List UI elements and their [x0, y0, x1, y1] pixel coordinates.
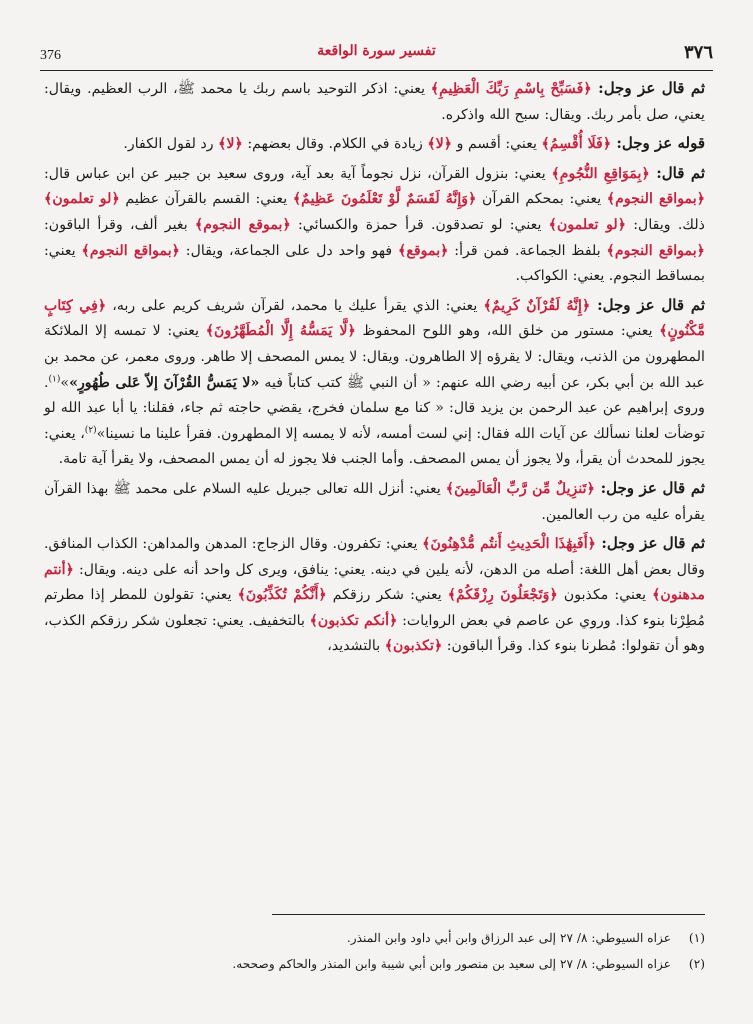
- text-run: بغير ألف، وقرأ الباقون:: [44, 216, 195, 233]
- quran-verse: ﴿بمواقع النجوم﴾: [81, 242, 180, 259]
- quran-verse: ﴿أنكم تكذبون﴾: [309, 612, 398, 629]
- hadith-quote: «لا يَمَسُّ القُرْآنَ إلاّ عَلى طُهُورٍ»: [69, 374, 260, 391]
- quran-verse: ﴿أَفَبِهَٰذَا الْحَدِيثِ أَنتُم مُّدْهِنُونَ﴾: [422, 536, 596, 553]
- paragraph-lead: قوله عز وجل:: [611, 134, 705, 153]
- text-run: يعني: لا تمسه إلا الملائكة المطهرون من الذنب، ويقال: لا يقرؤه إلا الطاهرون. ويقال: لا يمس المصحف إلا طاهر. وروى معمر، عن محمد بن عبد الله بن أبي بكر، عن أبيه رضي الله عنهم: « أن النبي ﷺ كتب كتاباً فيه: [44, 323, 705, 391]
- tafsir-body: [44, 76, 705, 660]
- quran-verse: ﴿فَسَبِّحْ بِاسْمِ رَبِّكَ الْعَظِيمِ﴾: [430, 81, 592, 97]
- text-run: زيادة في الكلام. وقال بعضهم:: [242, 136, 428, 153]
- running-header: [40, 40, 713, 68]
- quran-verse: ﴿لو تعلمون﴾: [548, 216, 627, 233]
- quran-verse: ﴿وَإِنَّهُ لَقَسَمٌ لَّوْ تَعْلَمُونَ عَظِيمٌ﴾: [292, 191, 477, 208]
- text-run: يعني: بنزول القرآن، نزل نجوماً آية بعد آية، وروى سعيد بن جبير عن ابن عباس قال:: [44, 165, 552, 182]
- paragraph: [44, 476, 705, 528]
- footnote-ref: (٢): [84, 424, 97, 435]
- paragraph-lead: ثم قال عز وجل:: [590, 295, 706, 314]
- text-run: يعني: أقسم و: [452, 136, 542, 153]
- quran-verse: ﴿لا﴾: [427, 136, 453, 153]
- text-run: فهو واحد دل على الجماعة، ويقال:: [179, 242, 399, 259]
- quran-verse: ﴿وَتَجْعَلُونَ رِزْقَكُمْ﴾: [447, 587, 558, 604]
- text-run: . وروى إبراهيم عن عبد الرحمن بن يزيد قال: « كنا مع سلمان فخرج، يقضي حاجته ثم جاء، فقلنا: يا أبا عبد الله لو توضأت لعلنا نسألك عن آيات الله فقال: إني لست أمسه، لأنه لا يمسه إلا المطهرون. فقرأ علينا ما نسينا»: [44, 374, 705, 442]
- footnote-rule: [272, 914, 705, 915]
- text-run: رد لقول الكفار.: [123, 136, 219, 153]
- running-title: تفسير سورة الواقعة: [317, 43, 436, 59]
- paragraph-lead: ثم قال:: [649, 163, 706, 182]
- footnote-number: (١): [688, 931, 705, 945]
- text-run: يعني: أنزل الله تعالى جبريل عليه السلام على محمد ﷺ بهذا القرآن يقرأه عليه من رب العالمين.: [44, 480, 705, 523]
- quran-verse: ﴿بموقع النجوم﴾: [194, 216, 291, 233]
- text-run: يعني: تكفرون. وقال الزجاج: المدهن والمداهن: الكذاب المنافق. وقال بعض أهل اللغة: أصله من الدهن، لأنه يلين في دينه. يعني: ينافق، ويرى كل واحد أنه على دينه. ويقال:: [44, 536, 705, 578]
- text-run: بالتشديد،: [327, 638, 385, 655]
- text-run: يعني: تقولون للمطر إذا مطرتم مُطِرْنا بنوء كذا. وروي عن عاصم في بعض الروايات:: [44, 587, 705, 629]
- text-run: بلفظ الجماعة. فمن قرأ:: [448, 242, 607, 259]
- footnotes: [44, 925, 705, 977]
- text-run: ، يعني: يجوز للمحدث أن يقرأ، ولا يجوز أن يمس المصحف. وأما الجنب فلا يجوز له أن يمس المصحف، ولا يقرأ آية تامة.: [44, 425, 705, 468]
- quran-verse: ﴿تكذبون﴾: [384, 638, 443, 655]
- text-run: يعني: شكر رزقكم: [326, 587, 448, 604]
- text-run: »: [60, 374, 70, 391]
- paragraph-lead: ثم قال عز وجل:: [595, 534, 705, 553]
- text-run: يعني: مكذبون: [557, 587, 653, 604]
- footnote-text: عزاه السيوطي: ٨/ ٢٧ إلى سعيد بن منصور وابن أبي شيبة وابن المنذر والحاكم وصححه.: [232, 957, 671, 971]
- text-run: ذلك. ويقال:: [626, 216, 705, 233]
- footnote-number: (٢): [688, 957, 705, 971]
- quran-verse: ﴿لَّا يَمَسُّهُ إِلَّا الْمُطَهَّرُونَ﴾: [205, 323, 356, 340]
- footnote-ref: (١): [48, 373, 61, 384]
- text-run: بالتخفيف. يعني: تجعلون شكر رزقكم الكذب، وهو أن تقولوا: مُطرنا بنوء كذا. وقرأ الباقون:: [44, 612, 705, 655]
- quran-verse: ﴿لا﴾: [218, 136, 243, 153]
- quran-verse: ﴿أَنَّكُمْ تُكَذِّبُونَ﴾: [237, 587, 327, 604]
- text-run: يعني: القسم بالقرآن عظيم: [119, 191, 293, 208]
- quran-verse: ﴿تَنزِيلٌ مِّن رَّبِّ الْعَالَمِينَ﴾: [445, 480, 595, 497]
- text-run: يعني: مستور من خلق الله، وهو اللوح المحفوظ: [355, 323, 660, 340]
- quran-verse: ﴿بمواقع النجوم﴾: [606, 191, 706, 208]
- quran-verse: ﴿بِمَوَاقِعِ النُّجُومِ﴾: [551, 165, 650, 182]
- paragraph: [44, 531, 705, 660]
- text-run: يعني: اذكر التوحيد باسم ربك يا محمد ﷺ، الرب العظيم. ويقال: يعني، صل بأمر ربك. ويقال: سبح الله واذكره.: [44, 81, 705, 123]
- paragraph: [44, 131, 705, 158]
- paragraph-lead: ثم قال عز وجل:: [594, 478, 705, 497]
- paragraph: [44, 76, 705, 128]
- text-run: يعني: بمساقط النجوم. يعني: الكواكب.: [44, 242, 705, 285]
- page-number-arabic: ٣٧٦: [683, 42, 713, 63]
- paragraph: [44, 293, 705, 473]
- quran-verse: ﴿لو تعلمون﴾: [44, 191, 120, 208]
- quran-verse: ﴿بموقع﴾: [398, 242, 449, 259]
- quran-verse: ﴿فِي كِتَابٍ مَّكْنُونٍ﴾: [44, 297, 705, 340]
- quran-verse: ﴿بمواقع النجوم﴾: [606, 242, 705, 259]
- quran-verse: ﴿إِنَّهُ لَقُرْآنٌ كَرِيمٌ﴾: [483, 297, 591, 314]
- text-run: يعني: لو تصدقون. قرأ حمزة والكسائي:: [290, 216, 549, 233]
- header-rule: [40, 70, 713, 71]
- footnote-text: عزاه السيوطي: ٨/ ٢٧ إلى عبد الرزاق وابن أبي داود وابن المنذر.: [346, 931, 671, 945]
- paragraph-lead: ثم قال عز وجل:: [591, 79, 705, 97]
- paragraph: [44, 161, 705, 290]
- footnote: [44, 951, 705, 977]
- text-run: يعني: بمحكم القرآن: [476, 191, 607, 208]
- text-run: يعني: الذي يقرأ عليك يا محمد، لقرآن شريف كريم على ربه،: [106, 297, 484, 314]
- quran-verse: ﴿أنتم مدهنون﴾: [44, 561, 705, 604]
- quran-verse: ﴿فَلَا أُقْسِمُ﴾: [541, 136, 612, 153]
- page-number-latin: 376: [40, 48, 61, 63]
- footnote: [44, 925, 705, 951]
